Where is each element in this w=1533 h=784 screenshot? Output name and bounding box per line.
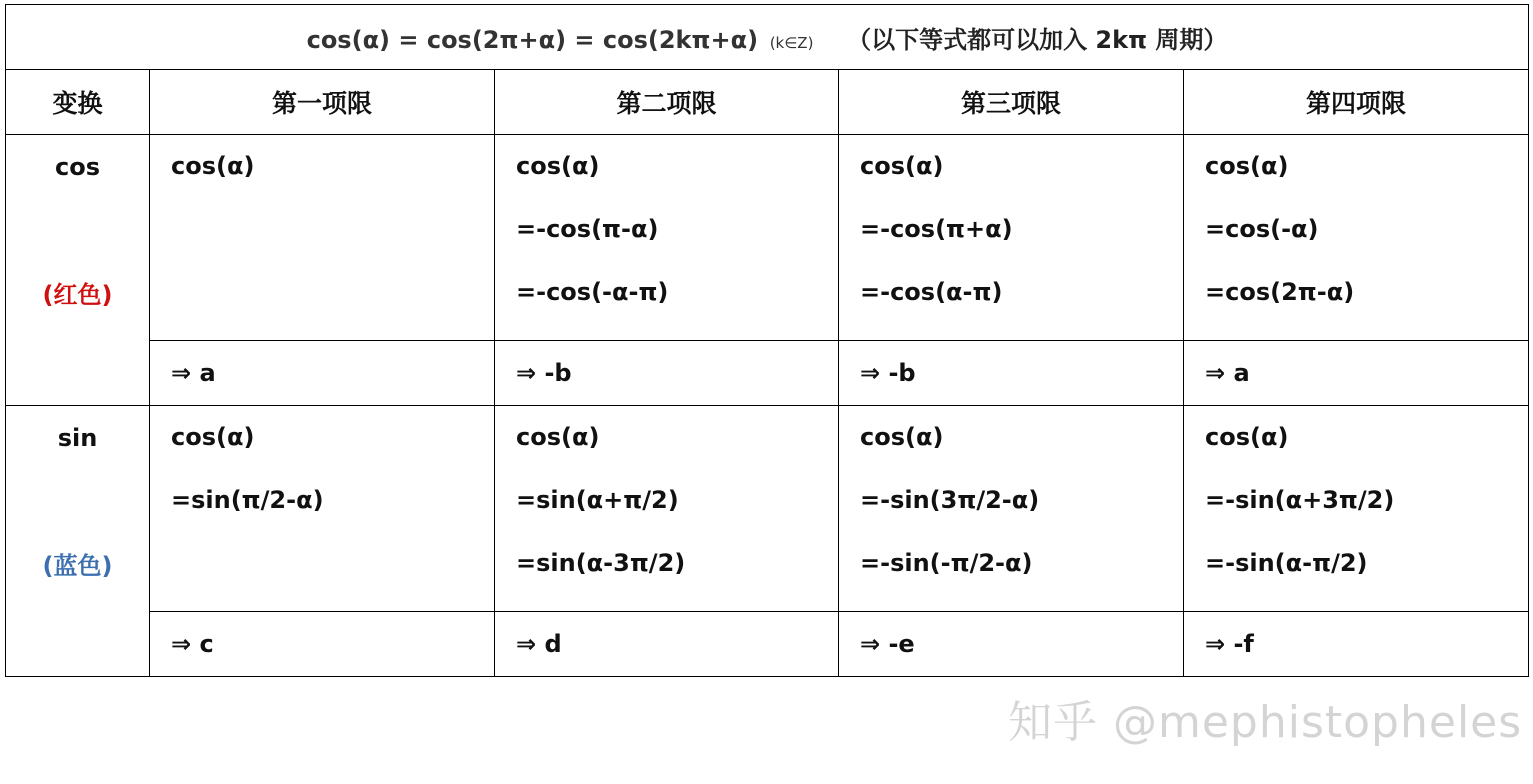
formula-line: =sin(π/2-α) — [171, 486, 324, 514]
formula-line: cos(α) — [1205, 152, 1289, 180]
formula-line: cos(α) — [860, 152, 944, 180]
sin-q1-cell — [150, 406, 495, 612]
title-condition: (k∈Z) — [769, 33, 814, 52]
formula-line: =-cos(π-α) — [516, 215, 659, 243]
cos-q4-cell — [1184, 135, 1529, 341]
header-quadrant-1: 第一项限 — [150, 70, 495, 135]
table-title — [6, 5, 1529, 70]
formula-line: =-cos(-α-π) — [516, 278, 669, 306]
formula-line: =cos(-α) — [1205, 215, 1319, 243]
header-quadrant-2: 第二项限 — [495, 70, 839, 135]
sin-q4-cell — [1184, 406, 1529, 612]
cos-q2-result: ⇒ -b — [495, 341, 839, 406]
formula-line: cos(α) — [1205, 423, 1289, 451]
formula-line: cos(α) — [516, 152, 600, 180]
formula-line: cos(α) — [516, 423, 600, 451]
title-equation: cos(α) = cos(2π+α) = cos(2kπ+α) — [306, 25, 759, 54]
formula-line: =sin(α+π/2) — [516, 486, 679, 514]
formula-line: =-sin(3π/2-α) — [860, 486, 1040, 514]
sin-q4-result: ⇒ -f — [1184, 612, 1529, 677]
formula-line: cos(α) — [860, 423, 944, 451]
cos-q3-result: ⇒ -b — [839, 341, 1184, 406]
func-name: cos — [55, 153, 100, 181]
color-label: (蓝色) — [42, 552, 113, 580]
cos-q4-result: ⇒ a — [1184, 341, 1529, 406]
title-note: （以下等式都可以加入 2kπ 周期） — [847, 25, 1228, 54]
cos-q2-cell — [495, 135, 839, 341]
formula-line: =-sin(α-π/2) — [1205, 549, 1368, 577]
row-label-sin — [6, 406, 150, 677]
header-quadrant-4: 第四项限 — [1184, 70, 1529, 135]
formula-line: =-sin(α+3π/2) — [1205, 486, 1395, 514]
trig-identity-table — [5, 4, 1529, 677]
sin-q1-result: ⇒ c — [150, 612, 495, 677]
sin-q3-result: ⇒ -e — [839, 612, 1184, 677]
row-label-cos — [6, 135, 150, 406]
formula-line: =cos(2π-α) — [1205, 278, 1355, 306]
formula-line: =sin(α-3π/2) — [516, 549, 686, 577]
color-label: (红色) — [42, 281, 113, 309]
formula-line: cos(α) — [171, 423, 255, 451]
sin-q2-cell — [495, 406, 839, 612]
func-name: sin — [57, 424, 98, 452]
formula-line: =-cos(π+α) — [860, 215, 1013, 243]
formula-line: =-sin(-π/2-α) — [860, 549, 1033, 577]
cos-q3-cell — [839, 135, 1184, 341]
cos-q1-result: ⇒ a — [150, 341, 495, 406]
formula-line: cos(α) — [171, 152, 255, 180]
header-quadrant-3: 第三项限 — [839, 70, 1184, 135]
cos-q1-cell — [150, 135, 495, 341]
sin-q3-cell — [839, 406, 1184, 612]
formula-line: =-cos(α-π) — [860, 278, 1003, 306]
watermark: 知乎 @mephistopheles — [1008, 697, 1523, 748]
header-transform: 变换 — [6, 70, 150, 135]
sin-q2-result: ⇒ d — [495, 612, 839, 677]
